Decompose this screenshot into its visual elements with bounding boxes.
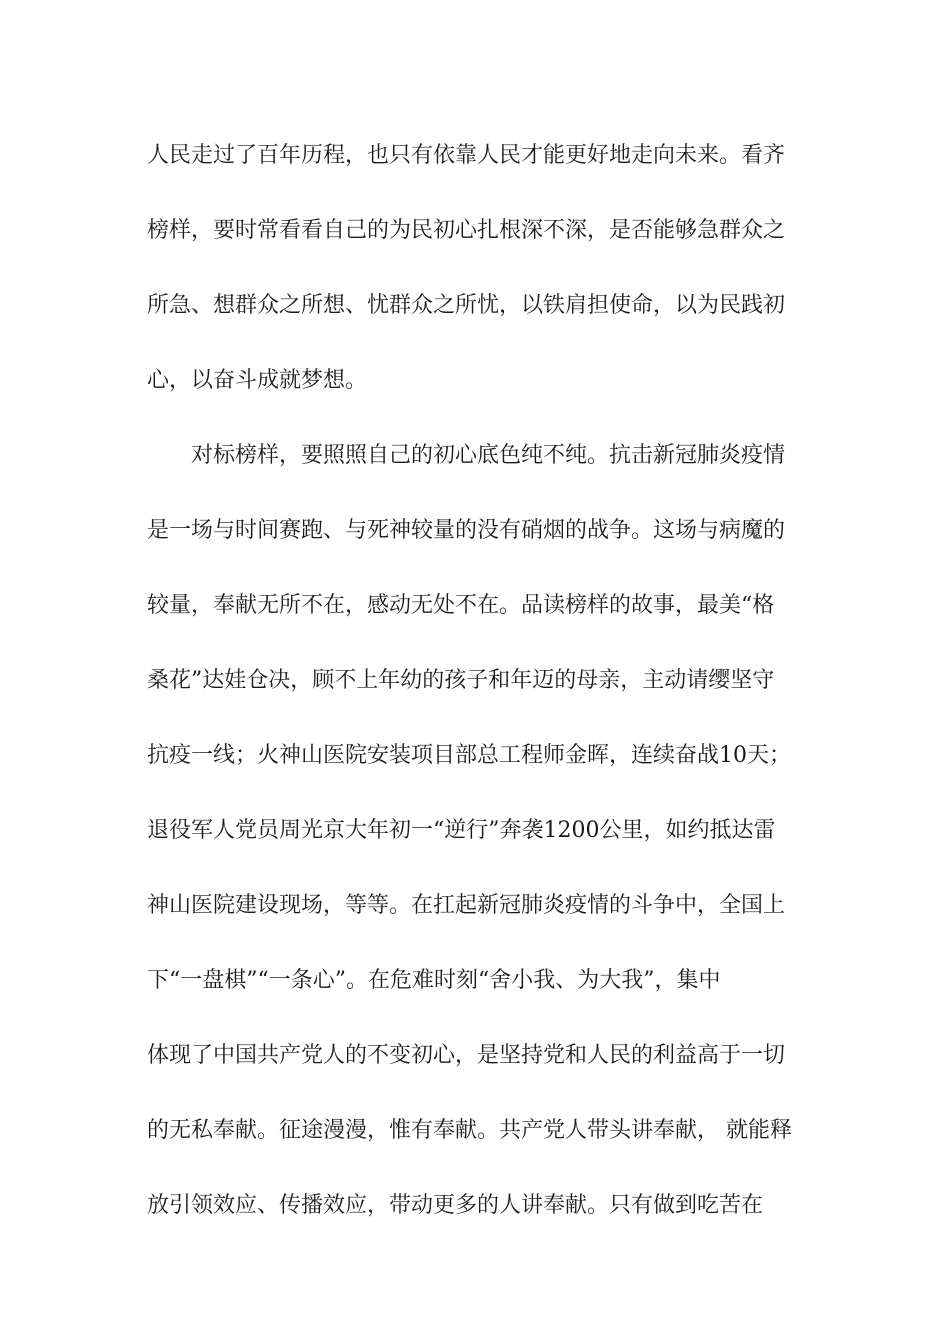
text-line: 下“一盘棋”“一条心”。在危难时刻“舍小我、为大我”，集中 — [147, 968, 721, 993]
text-line: 桑花”达娃仓决，顾不上年幼的孩子和年迈的母亲，主动请缨坚守 — [147, 668, 775, 693]
text-line: 神山医院建设现场，等等。在扛起新冠肺炎疫情的斗争中，全国上 — [147, 893, 786, 918]
text-line: 退役军人党员周光京大年初一“逆行”奔袭1200公里，如约抵达雷 — [147, 818, 776, 843]
text-line: 较量，奉献无所不在，感动无处不在。品读榜样的故事，最美“格 — [147, 593, 775, 618]
text-line: 榜样，要时常看看自己的为民初心扎根深不深，是否能够急群众之 — [147, 218, 786, 243]
text-line: 人民走过了百年历程，也只有依靠人民才能更好地走向未来。看齐 — [147, 143, 786, 168]
text-line: 的无私奉献。征途漫漫，惟有奉献。共产党人带头讲奉献， 就能释 — [147, 1118, 792, 1143]
paragraph-first-line: 对标榜样，要照照自己的初心底色纯不纯。抗击新冠肺炎疫情 — [191, 443, 786, 468]
text-line: 所急、想群众之所想、忧群众之所忧，以铁肩担使命，以为民践初 — [147, 293, 786, 318]
text-line: 放引领效应、传播效应，带动更多的人讲奉献。只有做到吃苦在 — [147, 1193, 764, 1218]
text-line: 心，以奋斗成就梦想。 — [147, 368, 368, 393]
text-line: 体现了中国共产党人的不变初心，是坚持党和人民的利益高于一切 — [147, 1043, 786, 1068]
text-line: 是一场与时间赛跑、与死神较量的没有硝烟的战争。这场与病魔的 — [147, 518, 786, 543]
body-text — [147, 128, 807, 1253]
text-line: 抗疫一线；火神山医院安装项目部总工程师金晖，连续奋战10天； — [147, 743, 791, 768]
